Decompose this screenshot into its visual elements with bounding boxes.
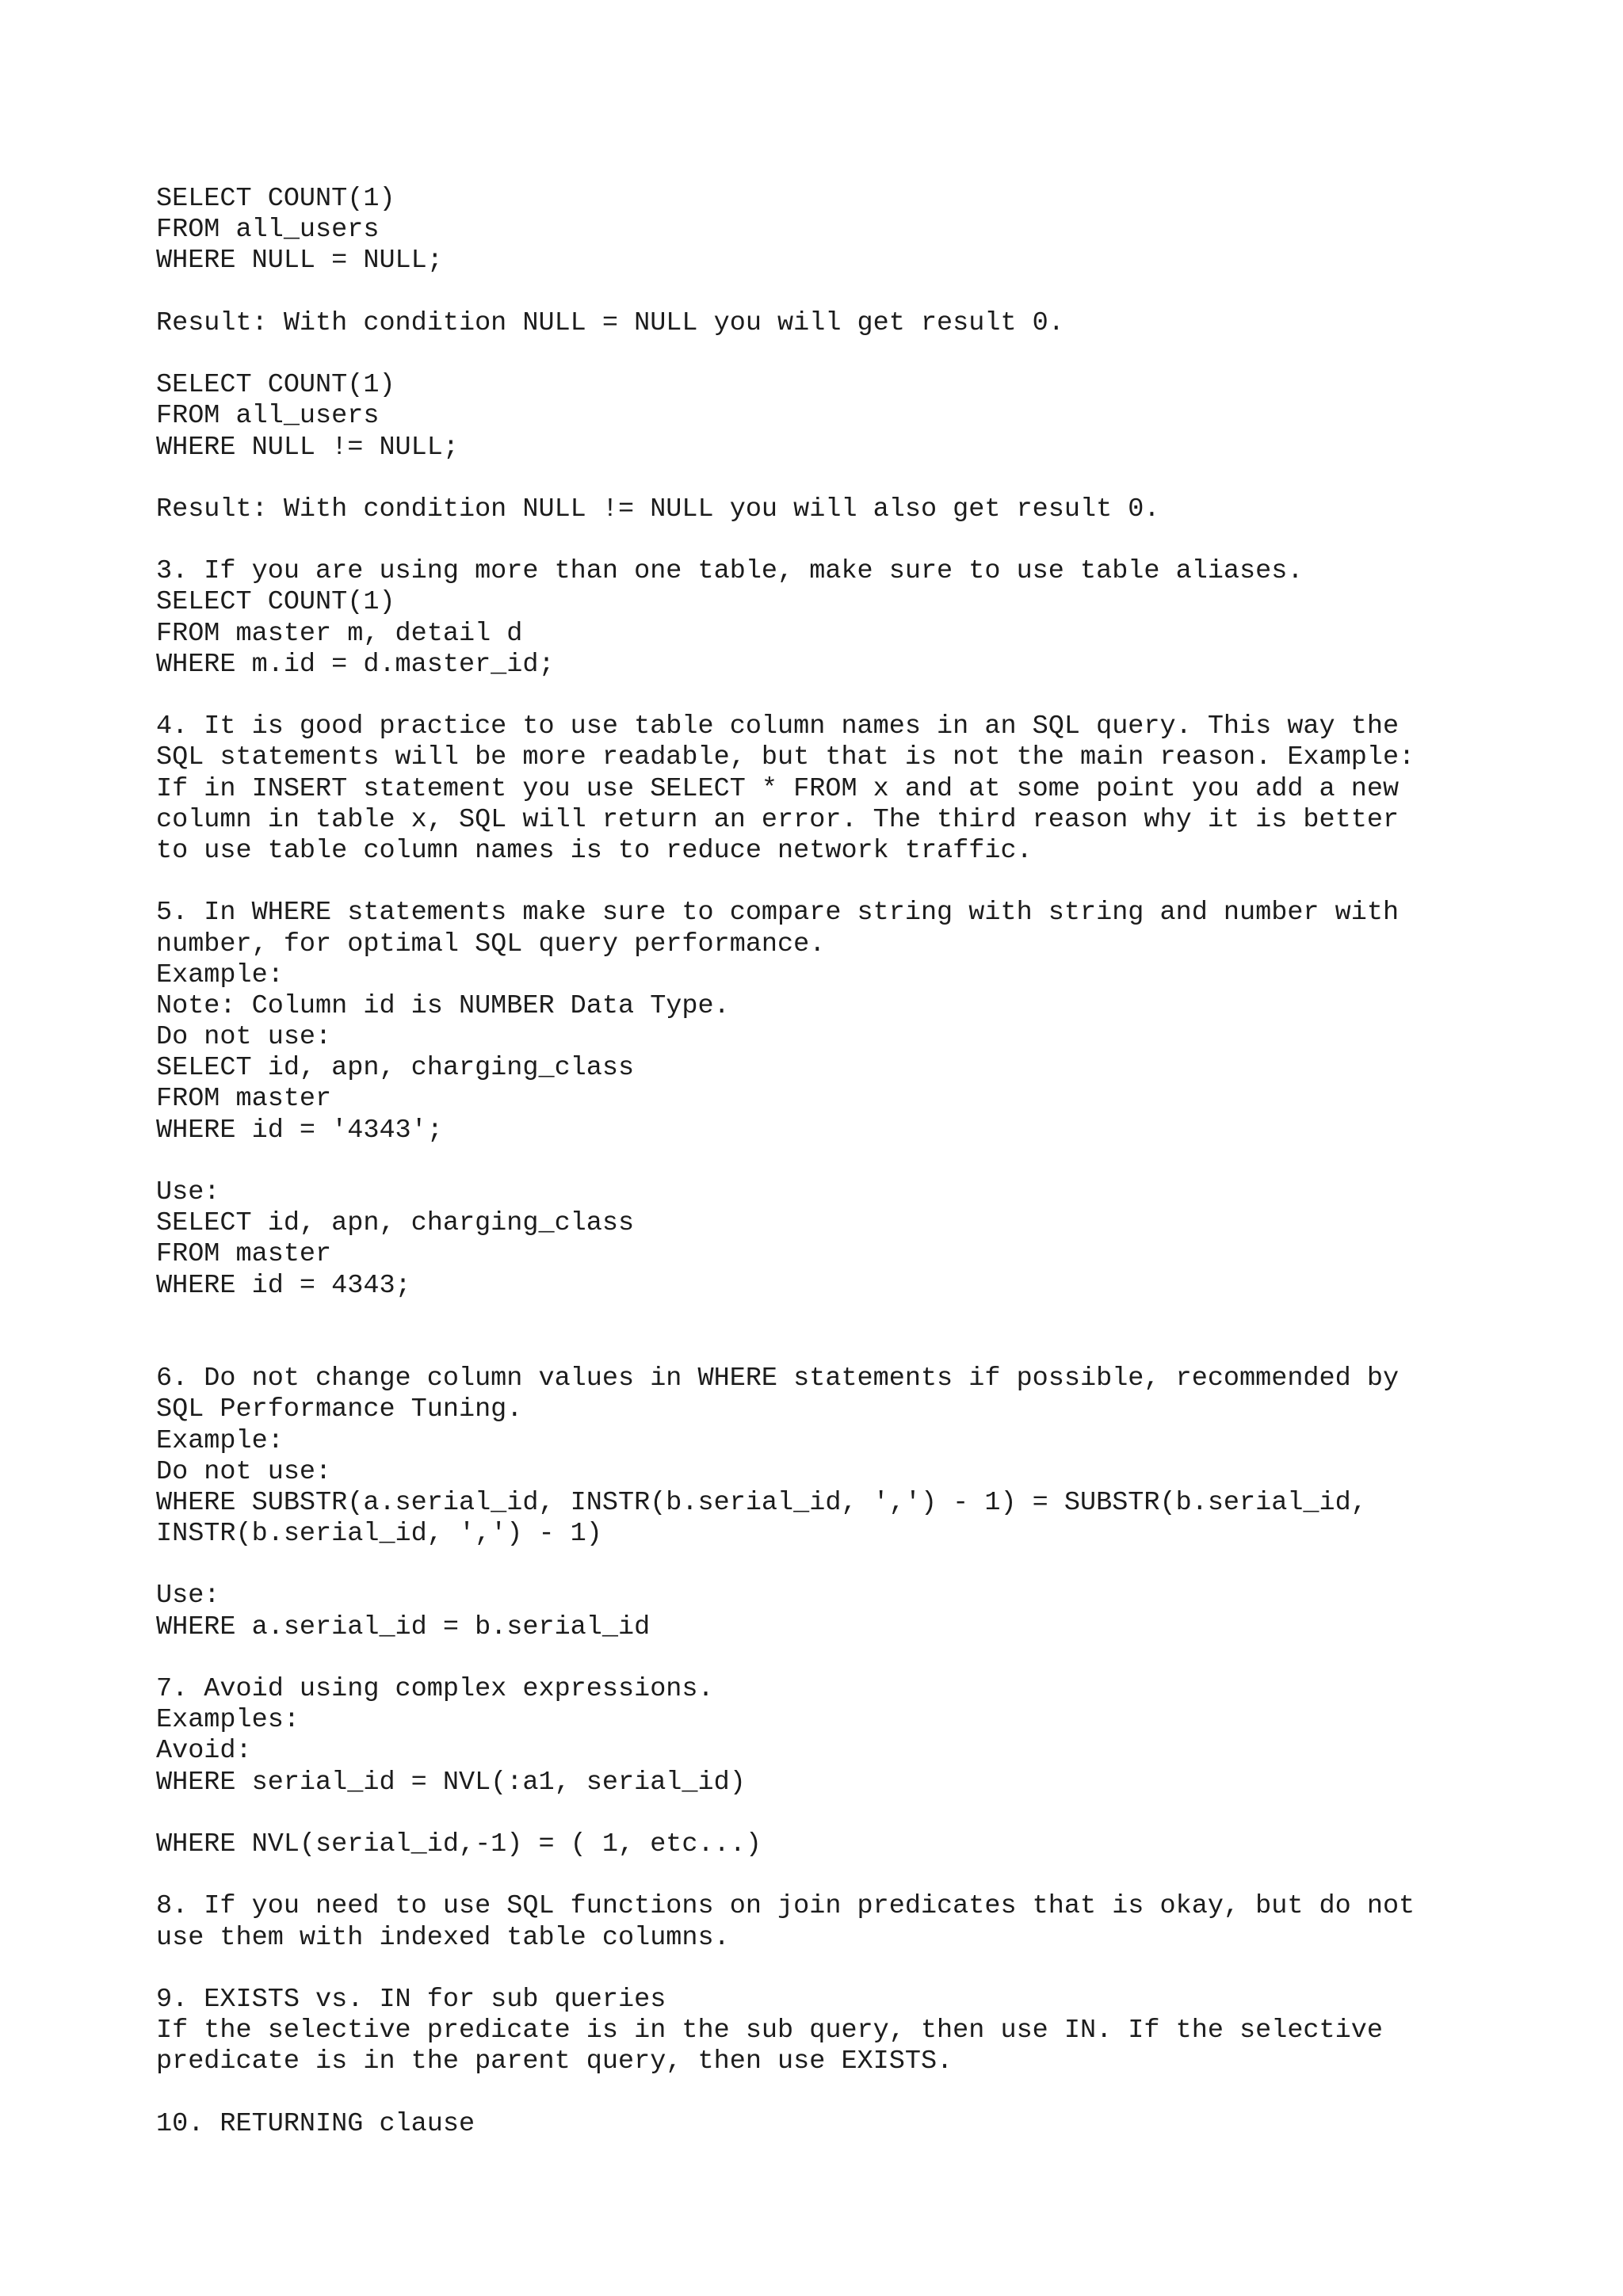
blank-line — [156, 1954, 1487, 1985]
blank-line — [156, 1146, 1487, 1177]
blank-line — [156, 1798, 1487, 1829]
text-line: INSTR(b.serial_id, ',') - 1) — [156, 1519, 602, 1550]
text-line: FROM all_users — [156, 401, 380, 432]
text-line: FROM master m, detail d — [156, 618, 523, 649]
blank-line — [156, 463, 1487, 494]
text-line: If in INSERT statement you use SELECT * FROM x and at some point you add a new — [156, 773, 1400, 804]
blank-line — [156, 1860, 1487, 1891]
blank-line — [156, 339, 1487, 370]
text-line: WHERE id = '4343'; — [156, 1115, 443, 1146]
text-line: Examples: — [156, 1705, 300, 1736]
text-line: FROM master — [156, 1239, 332, 1270]
text-line: 8. If you need to use SQL functions on join predicates that is okay, but do not — [156, 1891, 1415, 1922]
blank-line — [156, 1550, 1487, 1581]
text-line: Result: With condition NULL = NULL you will get result 0. — [156, 307, 1064, 338]
text-line: FROM master — [156, 1084, 332, 1115]
text-line: Do not use: — [156, 1022, 332, 1053]
text-line: Use: — [156, 1177, 220, 1207]
text-line: predicate is in the parent query, then use EXISTS. — [156, 2046, 953, 2077]
text-line: 10. RETURNING clause — [156, 2108, 475, 2139]
text-line: WHERE SUBSTR(a.serial_id, INSTR(b.serial_id, ',') - 1) = SUBSTR(b.serial_id, — [156, 1487, 1367, 1518]
text-line: WHERE NULL = NULL; — [156, 246, 443, 277]
text-line: number, for optimal SQL query performance. — [156, 929, 826, 959]
text-line: SELECT COUNT(1) — [156, 370, 395, 401]
blank-line — [156, 1643, 1487, 1674]
text-line: WHERE serial_id = NVL(:a1, serial_id) — [156, 1767, 746, 1798]
blank-line — [156, 2077, 1487, 2108]
text-line: to use table column names is to reduce network traffic. — [156, 835, 1033, 866]
blank-line — [156, 277, 1487, 308]
blank-line — [156, 867, 1487, 898]
text-line: WHERE m.id = d.master_id; — [156, 649, 555, 680]
text-line: 5. In WHERE statements make sure to compare string with string and number with — [156, 898, 1400, 929]
text-line: 6. Do not change column values in WHERE statements if possible, recommended by — [156, 1363, 1400, 1394]
text-line: Example: — [156, 959, 284, 990]
text-line: WHERE a.serial_id = b.serial_id — [156, 1611, 651, 1642]
text-line: Result: With condition NULL != NULL you will also get result 0. — [156, 494, 1160, 524]
text-line: WHERE NULL != NULL; — [156, 432, 459, 463]
text-line: Note: Column id is NUMBER Data Type. — [156, 990, 730, 1021]
text-line: 3. If you are using more than one table, make sure to use table aliases. — [156, 556, 1304, 587]
document-body — [156, 184, 1487, 2140]
text-line: If the selective predicate is in the sub query, then use IN. If the selective — [156, 2016, 1383, 2046]
text-line: use them with indexed table columns. — [156, 1922, 730, 1953]
text-line: Do not use: — [156, 1456, 332, 1487]
text-line: SQL Performance Tuning. — [156, 1394, 523, 1425]
text-line: WHERE id = 4343; — [156, 1270, 411, 1301]
text-line: 7. Avoid using complex expressions. — [156, 1674, 714, 1704]
text-line: WHERE NVL(serial_id,-1) = ( 1, etc...) — [156, 1829, 762, 1859]
text-line: SQL statements will be more readable, but that is not the main reason. Example: — [156, 742, 1415, 773]
text-line: SELECT id, apn, charging_class — [156, 1208, 635, 1239]
text-line: column in table x, SQL will return an error. The third reason why it is better — [156, 804, 1400, 835]
text-line: 4. It is good practice to use table column names in an SQL query. This way the — [156, 711, 1400, 742]
blank-line — [156, 681, 1487, 711]
blank-line — [156, 525, 1487, 556]
text-line: 9. EXISTS vs. IN for sub queries — [156, 1984, 666, 2015]
text-line: Example: — [156, 1425, 284, 1456]
text-line: FROM all_users — [156, 215, 380, 246]
text-line: SELECT id, apn, charging_class — [156, 1053, 635, 1084]
text-line: SELECT COUNT(1) — [156, 184, 395, 214]
text-line: Use: — [156, 1581, 220, 1611]
text-line: Avoid: — [156, 1736, 252, 1767]
blank-line — [156, 1302, 1487, 1333]
text-line: SELECT COUNT(1) — [156, 587, 395, 618]
blank-line — [156, 1333, 1487, 1363]
